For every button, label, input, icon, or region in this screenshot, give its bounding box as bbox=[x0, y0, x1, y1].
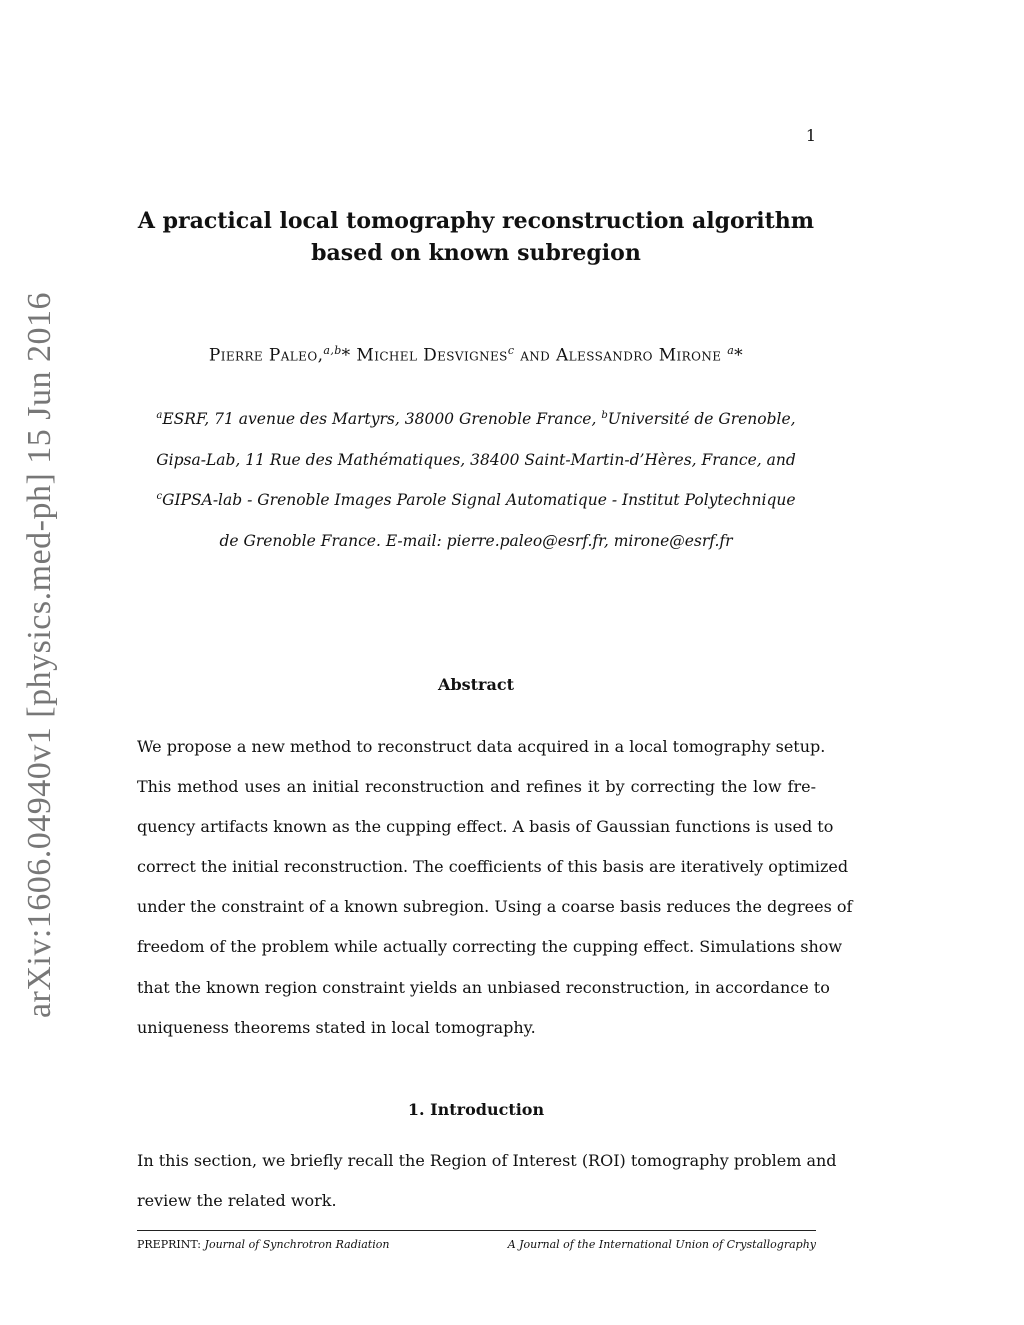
introduction-line: review the related work. bbox=[137, 1191, 337, 1211]
author-2-affil: c bbox=[507, 344, 515, 357]
author-1-mark: * bbox=[341, 345, 351, 366]
author-3: Alessandro Mirone bbox=[556, 345, 722, 366]
author-1: Pierre Paleo, bbox=[208, 345, 324, 366]
title-line-1: A practical local tomography reconstruction algorithm bbox=[137, 208, 815, 234]
affiliation-line-4: de Grenoble France. E-mail: pierre.paleo@esrf.fr, mirone@esrf.fr bbox=[219, 532, 733, 550]
title-line-2: based on known subregion bbox=[311, 240, 641, 266]
arxiv-identifier-text: arXiv:1606.04940v1 [physics.med-ph] 15 Jun 2016 bbox=[21, 291, 58, 1019]
author-3-mark: * bbox=[734, 345, 744, 366]
abstract-line: quency artifacts known as the cupping effect. A basis of Gaussian functions is used to bbox=[137, 817, 834, 837]
paper-title bbox=[100, 205, 852, 269]
introduction-body bbox=[137, 1141, 837, 1221]
affiliation-line-2: Gipsa-Lab, 11 Rue des Mathématiques, 38400 Saint-Martin-d’Hères, France, and bbox=[156, 451, 796, 469]
affil-b-text: Université de Grenoble, bbox=[607, 410, 796, 429]
footer-preprint-label: PREPRINT: bbox=[137, 1238, 202, 1251]
abstract-heading: Abstract bbox=[438, 675, 514, 694]
author-1-affil: a,b bbox=[323, 344, 342, 357]
page-number: 1 bbox=[805, 126, 816, 145]
affiliation-line-1 bbox=[100, 410, 852, 428]
abstract-line: freedom of the problem while actually correcting the cupping effect. Simulations show bbox=[137, 937, 843, 957]
affil-b-mark: b bbox=[601, 410, 608, 421]
abstract-line: under the constraint of a known subregion. Using a coarse basis reduces the degrees of bbox=[137, 897, 853, 917]
footer-rule bbox=[137, 1230, 816, 1231]
abstract-line: We propose a new method to reconstruct data acquired in a local tomography setup. bbox=[137, 737, 826, 756]
abstract-line: correct the initial reconstruction. The coefficients of this basis are iteratively optimized bbox=[137, 857, 849, 877]
introduction-line: In this section, we briefly recall the Region of Interest (ROI) tomography problem and bbox=[137, 1151, 837, 1170]
affiliation-line-3 bbox=[100, 491, 852, 509]
footer-left bbox=[137, 1238, 389, 1251]
author-conjunction: and bbox=[520, 345, 551, 366]
affil-a-mark: a bbox=[156, 410, 163, 421]
footer-journal-name: Journal of Synchrotron Radiation bbox=[204, 1238, 390, 1251]
abstract-body bbox=[137, 727, 853, 1048]
abstract-line: This method uses an initial reconstruction and refines it by correcting the low fre- bbox=[137, 777, 816, 797]
abstract-line: that the known region constraint yields an unbiased reconstruction, in accordance to bbox=[137, 977, 830, 997]
page-footer bbox=[137, 1238, 816, 1251]
footer-journal-subtitle: A Journal of the International Union of Crystallography bbox=[507, 1238, 816, 1251]
author-list bbox=[100, 344, 852, 366]
affil-c-mark: c bbox=[156, 491, 163, 502]
introduction-heading: 1. Introduction bbox=[407, 1100, 545, 1119]
affil-a-text: ESRF, 71 avenue des Martyrs, 38000 Grenoble France, bbox=[162, 410, 597, 429]
affil-c-text: GIPSA-lab - Grenoble Images Parole Signal Automatique - Institut Polytechnique bbox=[162, 491, 796, 510]
author-3-affil: a bbox=[727, 344, 735, 357]
abstract-line: uniqueness theorems stated in local tomography. bbox=[137, 1017, 536, 1037]
author-2: Michel Desvignes bbox=[356, 345, 508, 366]
